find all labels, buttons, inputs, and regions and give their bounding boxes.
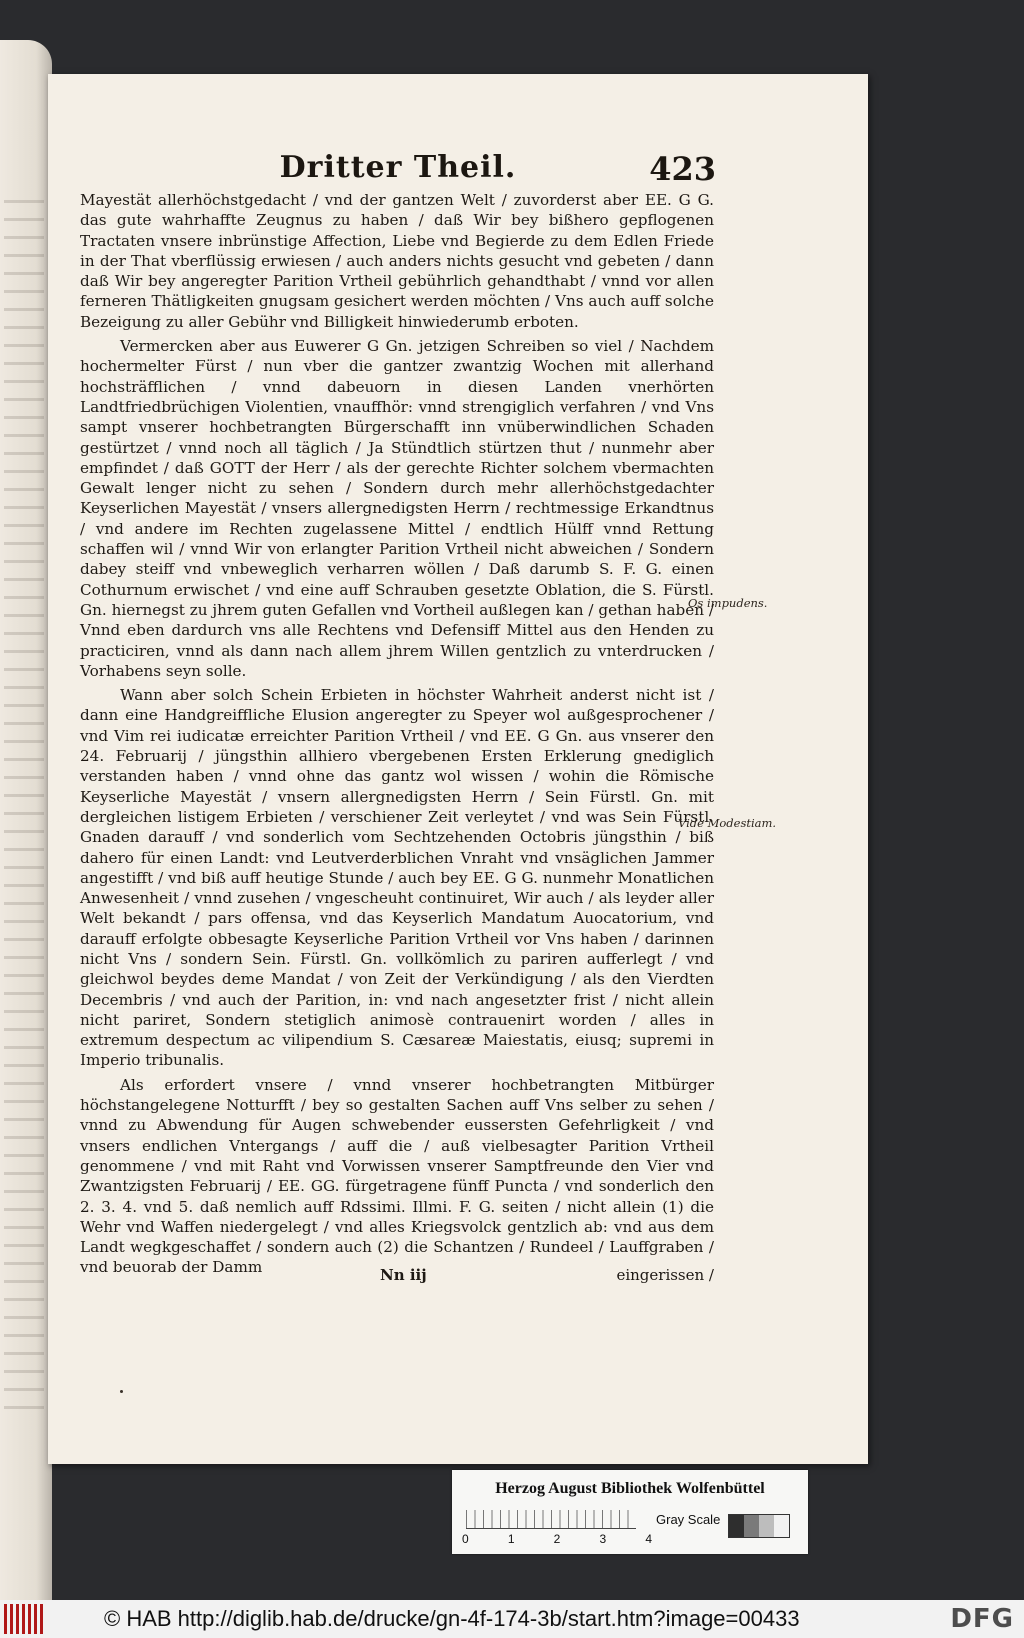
catch-line — [80, 1266, 714, 1290]
previous-page-edge — [0, 40, 52, 1600]
source-url[interactable]: © HAB http://diglib.hab.de/drucke/gn-4f-174-3b/start.htm?image=00433 — [104, 1606, 800, 1631]
page-header — [88, 150, 716, 190]
ruler-labels — [462, 1532, 652, 1548]
dfg-logo: DFG — [950, 1604, 1014, 1634]
previous-page-text-fragment — [4, 200, 44, 1420]
ink-speck — [120, 1390, 123, 1393]
library-name: Herzog August Bibliothek Wolfenbüttel — [495, 1480, 765, 1497]
signature-mark: Nn iij — [380, 1266, 427, 1284]
ruler-label: 2 — [553, 1532, 561, 1546]
running-title: Dritter Theil. — [279, 150, 517, 185]
color-scale-card — [452, 1470, 808, 1554]
gray-scale-label: Gray Scale — [656, 1512, 721, 1527]
margin-note-vide-modestiam: Vide Modestiam. — [678, 816, 777, 830]
ruler-label: 3 — [599, 1532, 607, 1546]
paragraph: Als erfordert vnsere / vnnd vnserer hochbetrangten Mitbürger höchstangelegene Notturfft / bey so gestalten Sachen auff Vns selber zu sehen / vnnd zu Abwendung für Augen schwebender eussersten Gefehrligkeit / vnd vnsers endlichen Vntergangs / auff die / auß vielbesagter Parition Vrtheil genommene / vnd mit Raht vnd Vorwissen vnserer Samptfreunde den Vier vnd Zwantzigsten Februarij / EE. GG. fürgetragene fünff Puncta / vnd sonderlich den 2. 3. 4. vnd 5. daß nemlich auff Rdssimi. Illmi. F. G. seiten / nicht allein (1) die Wehr vnd Waffen niedergelegt / vnd alles Kriegsvolck gentzlich ab: vnd aus dem Landt wegkgeschaffet / sondern auch (2) die Schantzen / Rundeel / Lauffgraben / vnd beuorab der Damm — [80, 1075, 714, 1277]
margin-note-os-impudens: Os impudens. — [688, 596, 768, 610]
page-number: 423 — [649, 150, 716, 188]
paragraph: Wann aber solch Schein Erbieten in höchster Wahrheit anderst nicht ist / dann eine Handgreiffliche Elusion angeregter zu Speyer wol außgesprochener / vnd Vim rei iudicatæ erreichter Parition Vrtheil / vnd EE. G Gn. aus vnserer den 24. Februarij / jüngsthin allhiero vbergebenen Ersten Erklerung gnediglich verstanden haben / vnnd ohne das gantz wol wissen / wohin die Römische Keyserliche Mayestät / vnsern allergnedigsten Herrn / Sein Fürstl. Gn. mit dergleichen listigem Erbieten / verschiener Zeit verleytet / vnd was Sein Fürstl. Gnaden darauff / vnd sonderlich vom Sechtzehenden Octobris jüngsthin / biß dahero für einen Landt: vnd Leutverderblichen Vnraht vnd vnsäglichen Jammer angestifft / vnd biß auff heutige Stunde / auch bey EE. G G. nunmehr Monatlichen Anwesenheit / vnnd zusehen / vngescheuht continuiret, Wir auch / als leyder aller Welt bekandt / pars offensa, vnd das Keyserlich Mandatum Auocatorium, vnd darauff erfolgte obbesagte Keyserliche Parition Vrtheil vor Vns haben / darinnen nicht Vns / sondern Sein. Fürstl. Gn. vollkömlich zu pariren aufferlegt / vnd gleichwol beydes deme Mandat / von Zeit der Verkündigung / als den Vierdten Decembris / vnd auch der Parition, in: vnd nach angesetzter frist / nicht allein nicht pariret, Sondern stetiglich animosè contrauenirt worden / alles in extremum despectum ac vilipendium S. Cæsareæ Maiestatis, eiusq; supremi in Imperio tribunalis. — [80, 686, 714, 1070]
book-page — [48, 74, 868, 1464]
ruler-label: 4 — [645, 1532, 652, 1546]
catchword: eingerissen / — [616, 1266, 714, 1284]
paragraph: Mayestät allerhöchstgedacht / vnd der gantzen Welt / zuvorderst aber EE. G G. das gute wahrhaffte Zeugnus zu haben / daß Wir bey bißhero gepflogenen Tractaten vnsere inbrünstige Affection, Liebe vnd Begierde zu dem Edlen Friede in der That vberflüssig erwiesen / auch anders nichts gesucht vnd gebeten / dann daß Wir bey angeregter Parition Vrtheil gebührlich gehandthabt / vnnd vor allen ferneren Thätligkeiten gnugsam gesichert werden möchten / Vns auch auff solche Bezeigung zu aller Gebühr vnd Billigkeit hinwiederumb erboten. — [80, 191, 714, 331]
ruler-label: 1 — [507, 1532, 515, 1546]
footer-bar — [0, 1600, 1024, 1638]
hab-logo-icon — [4, 1604, 44, 1634]
body-text — [80, 190, 714, 1282]
ruler-label: 0 — [462, 1532, 469, 1546]
paragraph: Vermercken aber aus Euwerer G Gn. jetzigen Schreiben so viel / Nachdem hochermelter Fürst / nun vber die gantzer zwantzig Wochen mit allerhand hochsträfflichen / vnnd dabeuorn in diesen Landen vnerhörten Landtfriedbrüchigen Violentien, vnauffhör: vnnd strengiglich verfahren / vnd Vns sampt vnserer hochbetrangten Bürgerschafft inn vnüberwindlichen Schaden gestürtzet / vnnd noch all täglich / Ja Stündtlich stürtzen thut / nunmehr aber empfindet / daß GOTT der Herr / als der gerechte Richter solchem vbermachten Gewalt lenger nicht zu sehen / Sondern durch mehr allerhöchstgedachter Keyserlichen Mayestät / vnsers allergnedigsten Herrn / rechtmessige Erkandtnus / vnd andere im Rechten zugelassene Mittel / endtlich Hülff vnnd Rettung schaffen wil / vnnd Wir von erlangter Parition Vrtheil nicht abweichen / Sondern dabey steiff vnd vnbeweglich verharren wöllen / Daß darumb S. F. G. einen Cothurnum erwischet / vnd eine auff Schrauben gesetzte Oblation, die S. Fürstl. Gn. hiernegst zu jhrem guten Gefallen vnd Vortheil außlegen kan / gethan haben / Vnnd eben dardurch vns alle Rechtens vnd Defensiff Mittel aus den Henden zu practiciren, vnnd als dann nach allem jhrem Willen gentzlich zu vnterdrucken / Vorhabens seyn solle. — [80, 337, 714, 680]
gray-scale-swatch — [728, 1514, 790, 1538]
ruler — [466, 1510, 636, 1529]
